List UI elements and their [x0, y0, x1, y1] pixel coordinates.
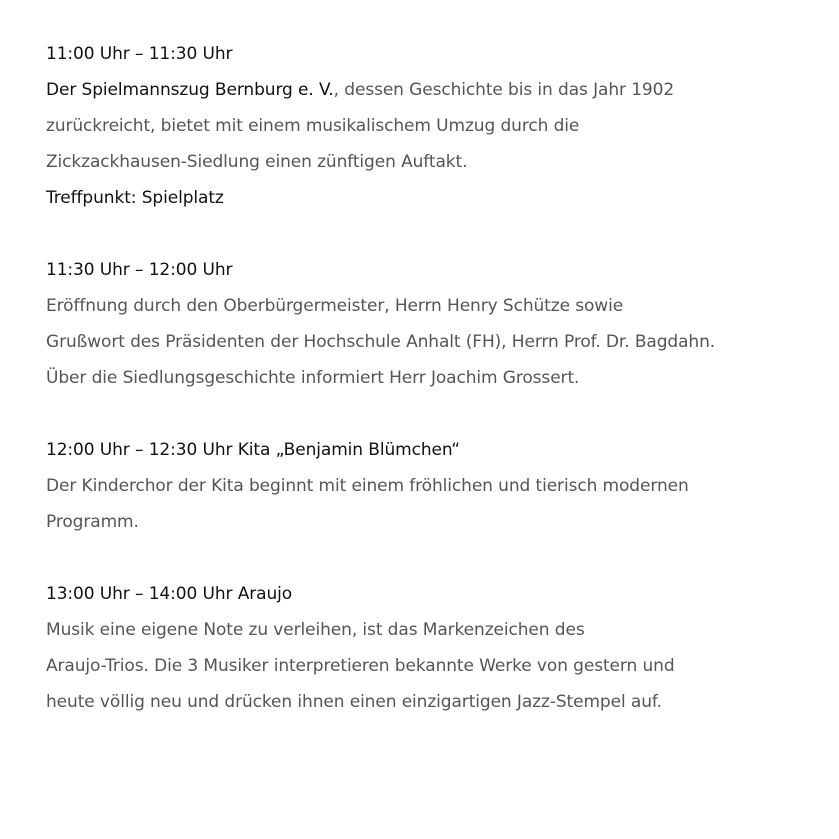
event-program — [46, 36, 816, 720]
meeting-point: Treffpunkt: Spielplatz — [46, 188, 224, 208]
event-description-line: Programm. — [46, 512, 139, 532]
event-description-line: Zickzackhausen-Siedlung einen zünftigen Auftakt. — [46, 152, 468, 172]
event-description-line: Eröffnung durch den Oberbürgermeister, Herrn Henry Schütze sowie — [46, 296, 624, 316]
description-text: , dessen Geschichte bis in das Jahr 1902 — [333, 80, 675, 100]
event-3 — [46, 432, 816, 540]
event-time: 13:00 Uhr – 14:00 Uhr Araujo — [46, 584, 293, 604]
spacer — [46, 540, 816, 576]
event-time: 11:30 Uhr – 12:00 Uhr — [46, 260, 233, 280]
event-description-line — [46, 72, 816, 108]
event-description-line: Araujo-Trios. Die 3 Musiker interpretieren bekannte Werke von gestern und — [46, 656, 675, 676]
event-description-line: Grußwort des Präsidenten der Hochschule Anhalt (FH), Herrn Prof. Dr. Bagdahn. — [46, 332, 716, 352]
spacer — [46, 396, 816, 432]
event-description-line: Über die Siedlungsgeschichte informiert Herr Joachim Grossert. — [46, 368, 580, 388]
performer-name: Der Spielmannszug Bernburg e. V. — [46, 80, 334, 100]
event-1 — [46, 36, 816, 216]
event-time: 11:00 Uhr – 11:30 Uhr — [46, 44, 233, 64]
event-time: 12:00 Uhr – 12:30 Uhr Kita „Benjamin Blümchen“ — [46, 440, 461, 460]
event-description-line: Der Kinderchor der Kita beginnt mit einem fröhlichen und tierisch modernen — [46, 476, 689, 496]
event-description-line: zurückreicht, bietet mit einem musikalischem Umzug durch die — [46, 116, 580, 136]
event-2 — [46, 252, 816, 396]
event-description-line: Musik eine eigene Note zu verleihen, ist das Markenzeichen des — [46, 620, 585, 640]
spacer — [46, 216, 816, 252]
event-description-line: heute völlig neu und drücken ihnen einen einzigartigen Jazz-Stempel auf. — [46, 692, 662, 712]
event-4 — [46, 576, 816, 720]
